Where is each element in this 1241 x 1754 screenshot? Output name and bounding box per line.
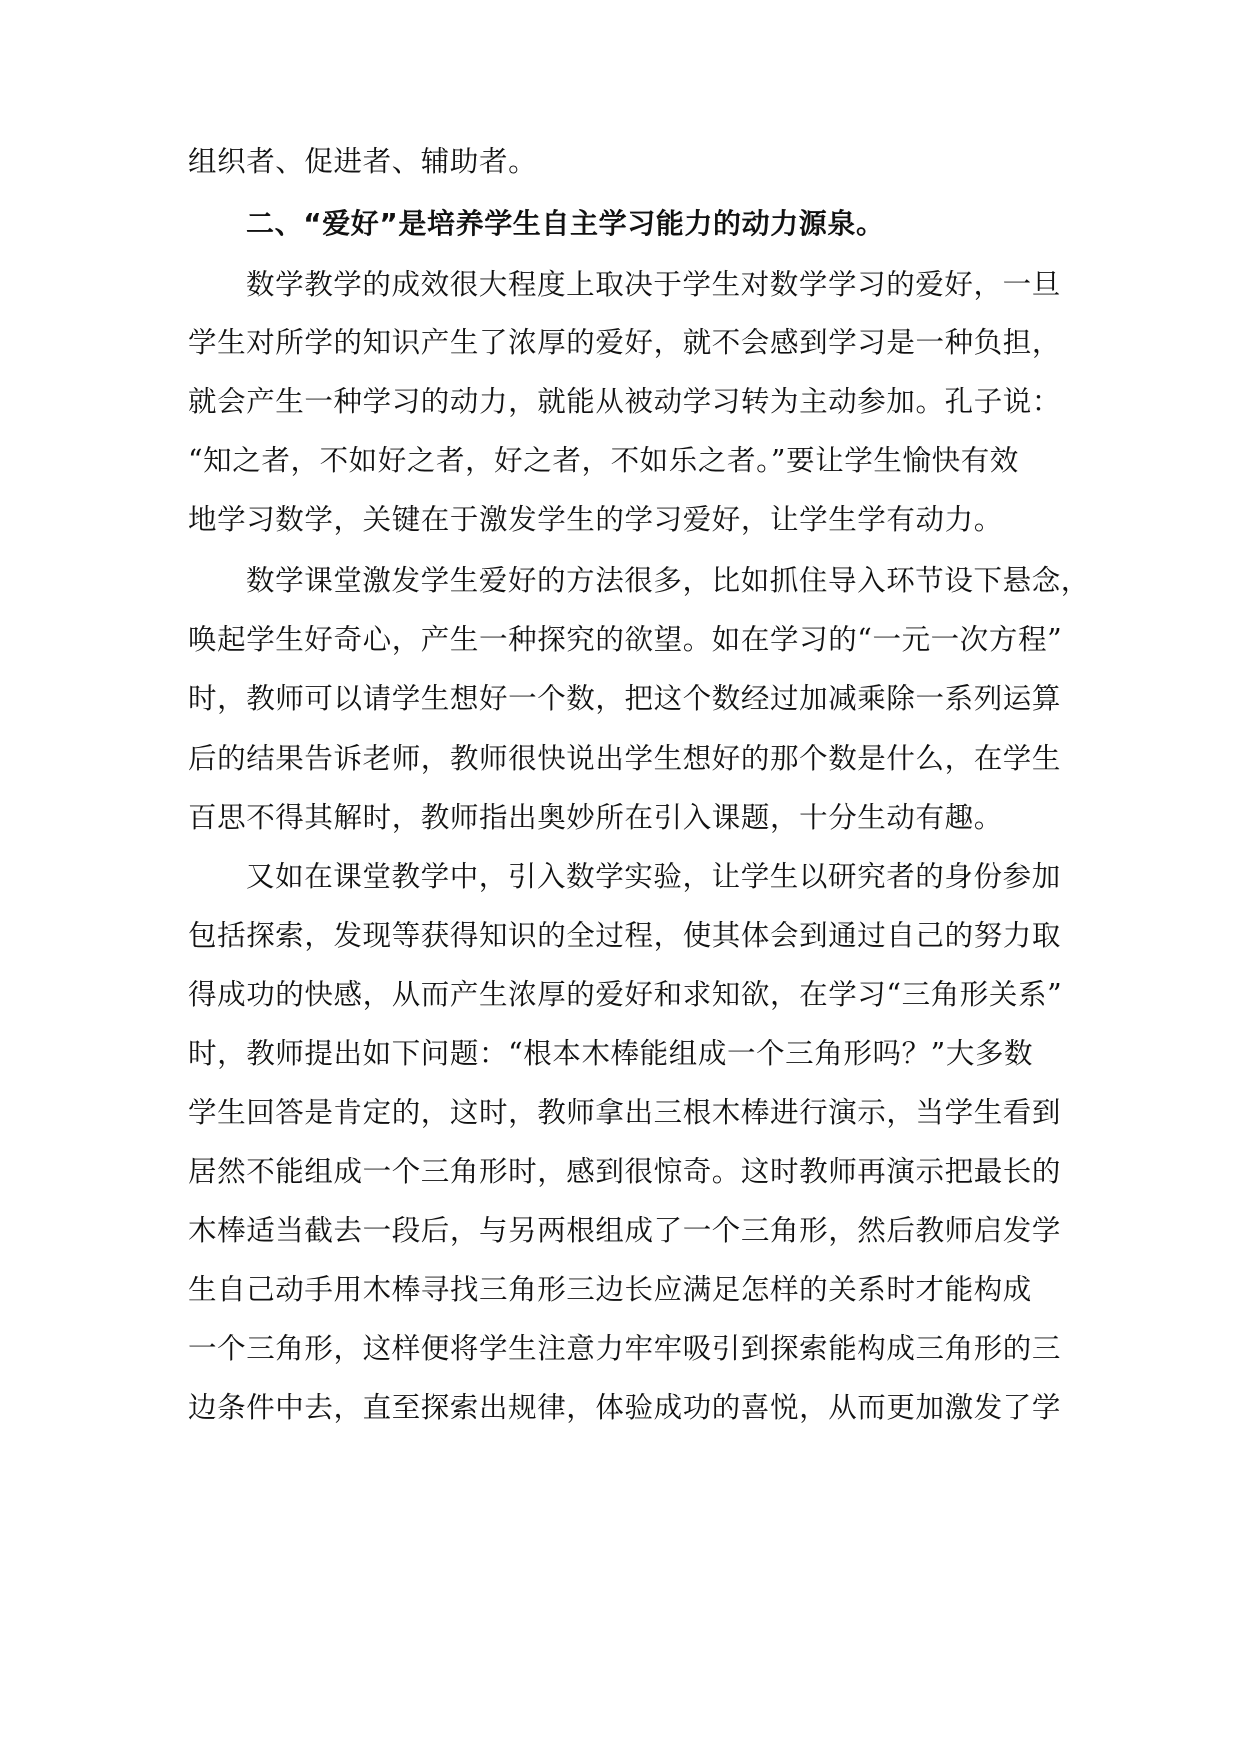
text-line: 唤起学生好奇心，产生一种探究的欲望。如在学习的“一元一次方程” bbox=[188, 623, 1063, 656]
text-line: 边条件中去，直至探索出规律，体验成功的喜悦，从而更加激发了学 bbox=[188, 1391, 1062, 1424]
text-line: 百思不得其解时，教师指出奥妙所在引入课题，十分生动有趣。 bbox=[188, 801, 1003, 834]
text-line: 包括探索，发现等获得知识的全过程，使其体会到通过自己的努力取 bbox=[188, 919, 1062, 952]
text-line: 生自己动手用木棒寻找三角形三边长应满足怎样的关系时才能构成 bbox=[188, 1273, 1032, 1306]
text-line: 时，教师提出如下问题：“根本木棒能组成一个三角形吗？”大多数 bbox=[188, 1037, 1034, 1070]
paragraph-first-line: 数学课堂激发学生爱好的方法很多，比如抓住导入环节设下悬念， bbox=[246, 564, 1090, 597]
text-line: 就会产生一种学习的动力，就能从被动学习转为主动参加。孔子说： bbox=[188, 385, 1062, 418]
text-line: 时，教师可以请学生想好一个数，把这个数经过加减乘除一系列运算 bbox=[188, 682, 1062, 715]
text-line: 得成功的快感，从而产生浓厚的爱好和求知欲，在学习“三角形关系” bbox=[188, 978, 1063, 1011]
text-line: 学生回答是肯定的，这时，教师拿出三根木棒进行演示，当学生看到 bbox=[188, 1096, 1062, 1129]
text-line: 一个三角形，这样便将学生注意力牢牢吸引到探索能构成三角形的三 bbox=[188, 1332, 1062, 1365]
paragraph-first-line: 数学教学的成效很大程度上取决于学生对数学学习的爱好，一旦 bbox=[246, 268, 1061, 301]
section-heading: 二、“爱好”是培养学生自主学习能力的动力源泉。 bbox=[246, 207, 885, 240]
text-line: 组织者、促进者、辅助者。 bbox=[188, 145, 538, 178]
text-line: 地学习数学，关键在于激发学生的学习爱好，让学生学有动力。 bbox=[188, 503, 1003, 536]
text-line: 学生对所学的知识产生了浓厚的爱好，就不会感到学习是一种负担， bbox=[188, 326, 1062, 359]
text-line: “知之者，不如好之者，好之者，不如乐之者。”要让学生愉快有效 bbox=[188, 444, 1019, 477]
text-line: 木棒适当截去一段后，与另两根组成了一个三角形，然后教师启发学 bbox=[188, 1214, 1062, 1247]
text-line: 后的结果告诉老师，教师很快说出学生想好的那个数是什么，在学生 bbox=[188, 742, 1062, 775]
paragraph-first-line: 又如在课堂教学中，引入数学实验，让学生以研究者的身份参加 bbox=[246, 860, 1061, 893]
text-line: 居然不能组成一个三角形时，感到很惊奇。这时教师再演示把最长的 bbox=[188, 1155, 1062, 1188]
